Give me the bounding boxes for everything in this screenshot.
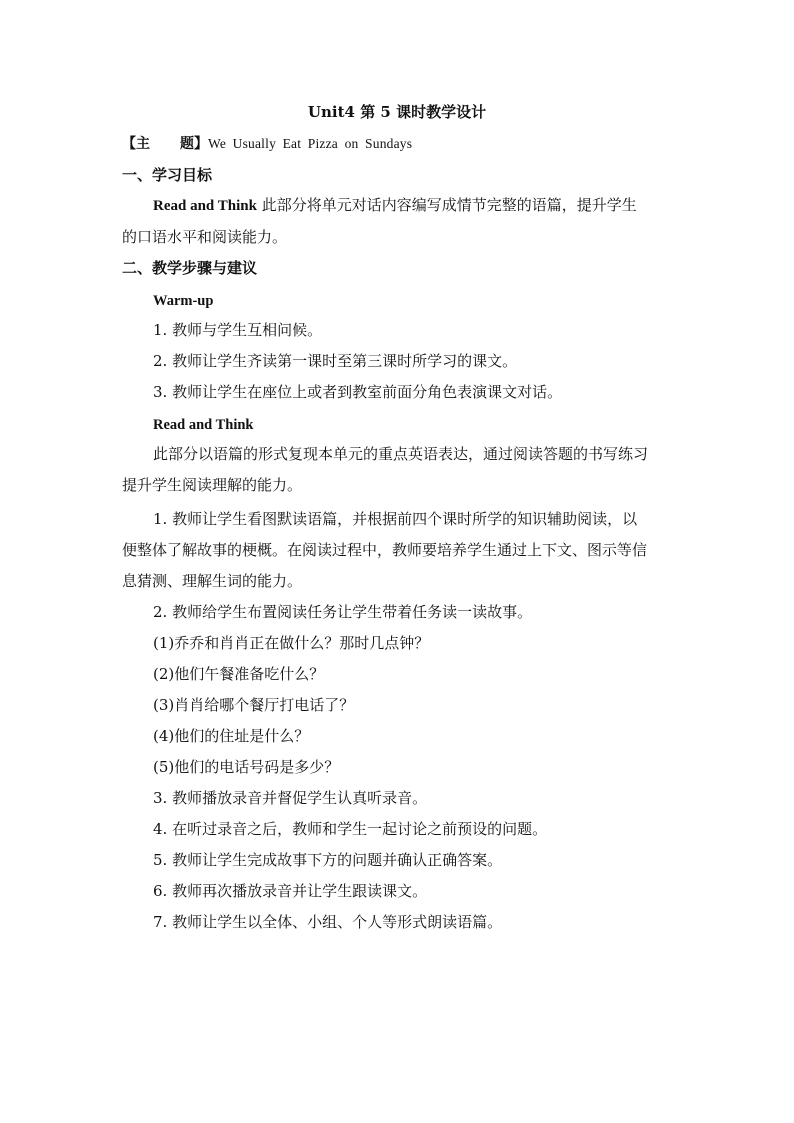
question-item: (1)乔乔和肖肖正在做什么？那时几点钟？	[153, 634, 430, 652]
step-item: 4. 在听过录音之后，教师和学生一起讨论之前预设的问题。	[153, 820, 548, 838]
read-think-title: Read and Think	[153, 417, 254, 433]
step1-line-3: 息猜测、理解生词的能力。	[122, 572, 303, 590]
objectives-line-2: 的口语水平和阅读能力。	[122, 228, 288, 246]
topic-label-a: 主	[136, 136, 150, 152]
read-think-intro-line-1: 此部分以语篇的形式复现本单元的重点英语表达，通过阅读答题的书写练习	[153, 445, 649, 463]
question-item: (2)他们午餐准备吃什么？	[153, 665, 325, 683]
warmup-title: Warm-up	[153, 293, 214, 309]
read-think-intro-line-2: 提升学生阅读理解的能力。	[122, 476, 303, 494]
question-item: (4)他们的住址是什么？	[153, 727, 310, 745]
step-item: 6. 教师再次播放录音并让学生跟读课文。	[153, 882, 428, 900]
step2-line: 2. 教师给学生布置阅读任务让学生带着任务读一读故事。	[153, 603, 533, 621]
step1-line-2: 便整体了解故事的梗概。在阅读过程中，教师要培养学生通过上下文、图示等信	[122, 541, 648, 559]
section-heading-objectives: 一、学习目标	[122, 166, 213, 184]
step1-line-1: 1. 教师让学生看图默读语篇，并根据前四个课时所学的知识辅助阅读，以	[153, 510, 638, 528]
topic-close-bracket: 】	[194, 136, 208, 152]
objectives-lead: Read and Think	[153, 198, 257, 214]
step-item: 3. 教师播放录音并督促学生认真听录音。	[153, 789, 428, 807]
objectives-line-1-text: 此部分将单元对话内容编写成情节完整的语篇，提升学生	[256, 196, 637, 214]
warmup-item: 3. 教师让学生在座位上或者到教室前面分角色表演课文对话。	[153, 383, 563, 401]
document-title: Unit4 第 5 课时教学设计	[307, 103, 487, 121]
warmup-item: 1. 教师与学生互相问候。	[153, 321, 323, 339]
step-item: 5. 教师让学生完成故事下方的问题并确认正确答案。	[153, 851, 503, 869]
question-item: (5)他们的电话号码是多少？	[153, 758, 340, 776]
warmup-item: 2. 教师让学生齐读第一课时至第三课时所学习的课文。	[153, 352, 518, 370]
topic-line	[122, 134, 412, 154]
objectives-line-1	[153, 190, 637, 221]
topic-open-bracket: 【	[122, 136, 136, 152]
topic-text: We Usually Eat Pizza on Sundays	[208, 136, 413, 151]
section-heading-steps: 二、教学步骤与建议	[122, 259, 258, 277]
step-item: 7. 教师让学生以全体、小组、个人等形式朗读语篇。	[153, 913, 503, 931]
topic-label-b: 题	[180, 136, 194, 152]
question-item: (3)肖肖给哪个餐厅打电话了？	[153, 696, 355, 714]
